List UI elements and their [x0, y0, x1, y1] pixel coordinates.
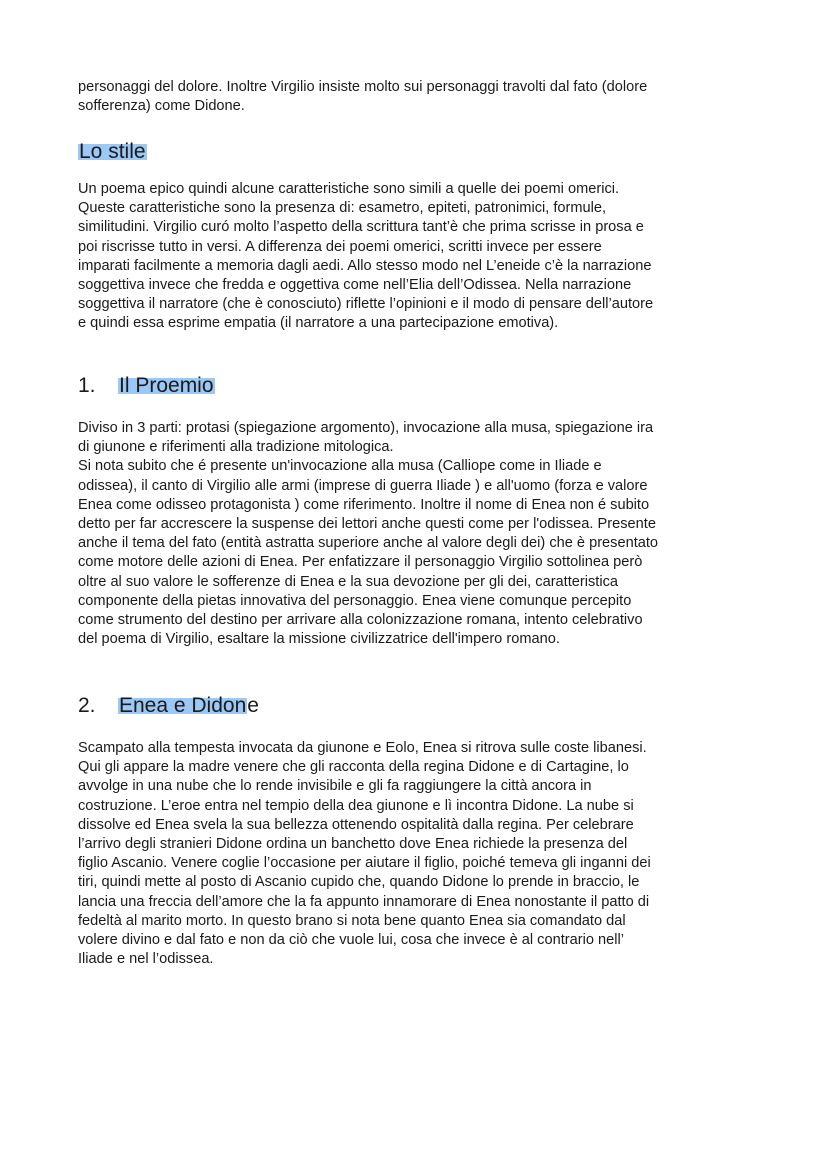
stile-paragraph: Un poema epico quindi alcune caratteristiche sono simili a quelle dei poemi omerici. Queste caratteristiche sono la presenza di: esametro, epiteti, patronimici, formule, similitudini. Virgilio curó molto l’aspetto della scrittura tant’è che prima scrisse in prosa e poi riscrisse tutto in versi. A differenza dei poemi omerici, scritti invece per essere imparati facilmente a memoria dagli aedi. Allo stesso modo nel L’eneide c’è la narrazione soggettiva invece che fredda e oggettiva come nell’Elia dell’Odissea. Nella narrazione soggettiva il narratore (che è conosciuto) riflette l’opinioni e il modo di pensare dell’autore e quindi essa esprime empatia (il narratore a una partecipazione emotiva). [78, 181, 654, 332]
section-number: 2. [78, 694, 96, 717]
section-heading-enea-didone [78, 692, 259, 720]
section-heading-proemio [78, 372, 215, 400]
intro-paragraph: personaggi del dolore. Inoltre Virgilio insiste molto sui personaggi travolti dal fato (dolore sofferenza) come Didone. [78, 79, 648, 115]
section-number: 1. [78, 374, 96, 397]
proemio-paragraph: Diviso in 3 parti: protasi (spiegazione argomento), invocazione alla musa, spiegazione ira di giunone e riferimenti alla tradizione mitologica. Si nota subito che é presente un'invocazione alla musa (Calliope come in Iliade e odissea), il canto di Virgilio alle armi (imprese di guerra Iliade ) e all'uomo (forza e valore Enea come odisseo protagonista ) come riferimento. Inoltre il nome di Enea non é subito detto per far accrescere la suspense dei lettori anche questi come per l'odissea. Presente anche il tema del fato (entità astratta superiore anche al valore degli dei) che è presentato come motore delle azioni di Enea. Per enfatizzare il personaggio Virgilio sottolinea però oltre al suo valore le sofferenze di Enea e la sua devozione per gli dei, caratteristica componente della pietas innovativa del personaggio. Enea viene comunque percepito come strumento del destino per arrivare alla colonizzazione romana, intento celebrativo del poema di Virgilio, esaltare la missione civilizzatrice dell'impero romano. [78, 420, 659, 648]
highlighted-heading-text: Lo stile [79, 140, 146, 163]
section-heading-stile [78, 138, 147, 166]
highlighted-heading-text: Enea e Didon [119, 694, 247, 717]
highlighted-heading-text: Il Proemio [119, 374, 214, 397]
heading-text-rest: e [247, 694, 259, 717]
enea-didone-paragraph: Scampato alla tempesta invocata da giunone e Eolo, Enea si ritrova sulle coste libanesi. Qui gli appare la madre venere che gli racconta della regina Didone e di Cartagine, lo avvolge in una nube che lo rende invisibile e gli fa raggiungere la città ancora in costruzione. L’eroe entra nel tempio della dea giunone e lì incontra Didone. La nube si dissolve ed Enea svela la sua bellezza ottenendo ospitalità dalla regina. Per celebrare l’arrivo degli stranieri Didone ordina un banchetto dove Enea richiede la presenza del figlio Ascanio. Venere coglie l’occasione per aiutare il figlio, poiché temeva gli inganni dei tiri, quindi mette al posto di Ascanio cupido che, quando Didone lo prende in braccio, le lancia una freccia dell’amore che la fa appunto innamorare di Enea nonostante il patto di fedeltà al marito morto. In questo brano si nota bene quanto Enea sia comandato dal volere divino e dal fato e non da ciò che vuole lui, cosa che invece è al contrario nell’ Iliade e nel l’odissea. [78, 740, 651, 968]
